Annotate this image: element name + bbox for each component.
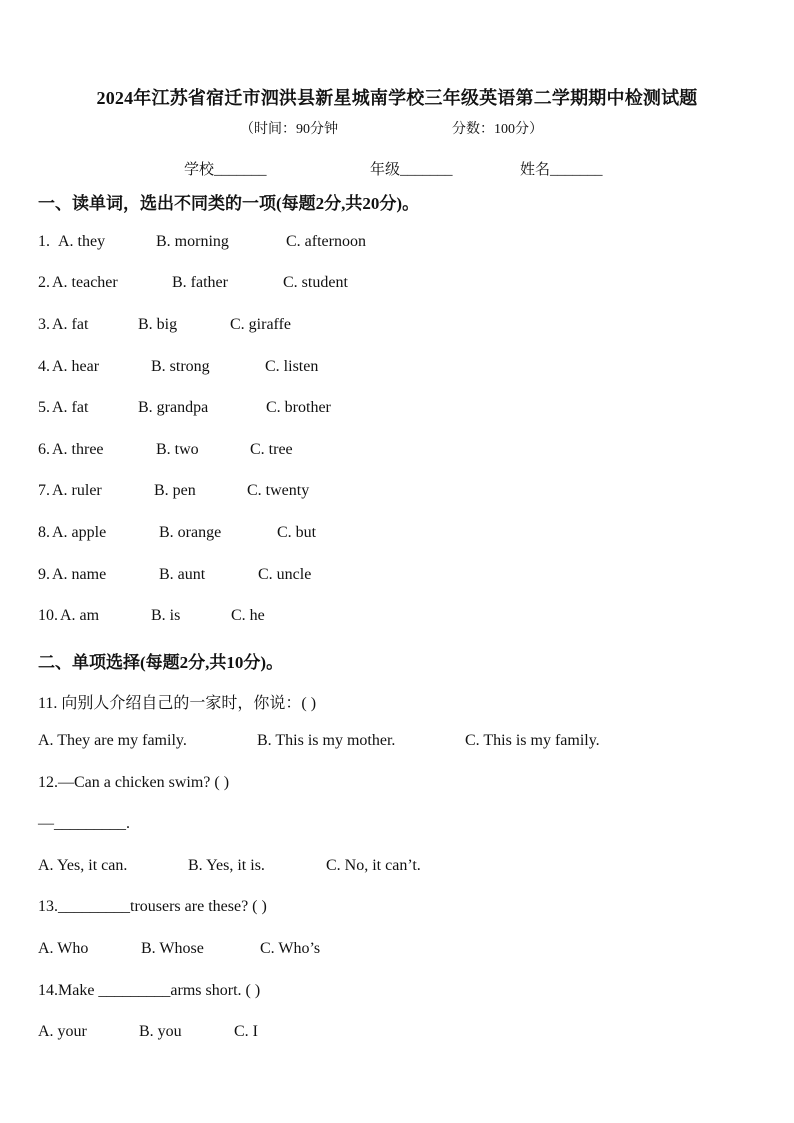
- question-number: 4.: [38, 358, 50, 375]
- question-number: 10.: [38, 607, 58, 624]
- option-a[interactable]: A. teacher: [52, 274, 118, 291]
- question-number: 5.: [38, 399, 50, 416]
- option-a[interactable]: A. They are my family.: [38, 732, 187, 749]
- option-c[interactable]: C. No, it can’t.: [326, 857, 421, 874]
- question-10: [38, 607, 265, 625]
- option-b[interactable]: B. aunt: [159, 566, 206, 583]
- option-c[interactable]: C. giraffe: [230, 316, 292, 333]
- option-a[interactable]: A. Who: [38, 940, 89, 957]
- option-b[interactable]: B. pen: [154, 482, 196, 499]
- option-b[interactable]: B. father: [172, 274, 228, 291]
- question-13: 13._________trousers are these? ( ): [38, 898, 267, 915]
- option-b[interactable]: B. Whose: [141, 940, 204, 957]
- option-a[interactable]: A. apple: [52, 524, 107, 541]
- option-c[interactable]: C. listen: [265, 358, 319, 375]
- option-b[interactable]: B. This is my mother.: [257, 732, 396, 749]
- option-b[interactable]: B. you: [139, 1023, 182, 1040]
- question-11: 11. 向别人介绍自己的一家时，你说：( ): [38, 695, 317, 712]
- question-number: 8.: [38, 524, 50, 541]
- question-number: 2.: [38, 274, 50, 291]
- option-a[interactable]: A. fat: [52, 316, 89, 333]
- option-a[interactable]: A. name: [52, 566, 107, 583]
- question-2: [38, 274, 348, 292]
- option-b[interactable]: B. orange: [159, 524, 222, 541]
- option-c[interactable]: C. brother: [266, 399, 331, 416]
- question-12-answer-blank[interactable]: —_________.: [38, 815, 130, 832]
- name-field[interactable]: 姓名_______: [520, 162, 603, 178]
- school-field[interactable]: 学校_______: [184, 162, 267, 178]
- question-number: 3.: [38, 316, 50, 333]
- option-a[interactable]: A. hear: [52, 358, 100, 375]
- question-5: [38, 399, 331, 417]
- question-14: 14.Make _________arms short. ( ): [38, 982, 261, 999]
- exam-time: （时间：90分钟: [240, 122, 338, 137]
- option-b[interactable]: B. two: [156, 441, 199, 458]
- option-a[interactable]: A. Yes, it can.: [38, 857, 128, 874]
- option-a[interactable]: A. your: [38, 1023, 87, 1040]
- option-b[interactable]: B. big: [138, 316, 178, 333]
- question-6: [38, 441, 293, 459]
- option-c[interactable]: C. uncle: [258, 566, 312, 583]
- option-c[interactable]: C. tree: [250, 441, 293, 458]
- option-c[interactable]: C. twenty: [247, 482, 310, 499]
- option-c[interactable]: C. Who’s: [260, 940, 321, 957]
- option-a[interactable]: A. ruler: [52, 482, 102, 499]
- option-b[interactable]: B. Yes, it is.: [188, 857, 265, 874]
- page-title: 2024年江苏省宿迁市泗洪县新星城南学校三年级英语第二学期期中检测试题: [96, 88, 698, 108]
- exam-score: 分数：100分）: [452, 122, 543, 137]
- option-b[interactable]: B. morning: [156, 233, 229, 250]
- option-c[interactable]: C. afternoon: [286, 233, 366, 250]
- option-b[interactable]: B. grandpa: [138, 399, 209, 416]
- option-c[interactable]: C. I: [234, 1023, 258, 1040]
- question-12: 12.—Can a chicken swim? ( ): [38, 774, 230, 791]
- grade-field[interactable]: 年级_______: [370, 162, 453, 178]
- option-c[interactable]: C. but: [277, 524, 317, 541]
- question-number: 7.: [38, 482, 50, 499]
- option-a[interactable]: A. am: [60, 607, 100, 624]
- question-8: [38, 524, 317, 542]
- question-number: 1.: [38, 233, 50, 250]
- section-1-heading: 一、读单词，选出不同类的一项(每题2分,共20分)。: [38, 194, 420, 213]
- question-1: [38, 233, 366, 251]
- question-4: [38, 358, 319, 376]
- question-7: [38, 482, 310, 500]
- section-2-heading: 二、单项选择(每题2分,共10分)。: [38, 653, 284, 672]
- option-a[interactable]: A. fat: [52, 399, 89, 416]
- option-c[interactable]: C. This is my family.: [465, 732, 600, 749]
- option-a[interactable]: A. three: [52, 441, 104, 458]
- option-a[interactable]: A. they: [58, 233, 106, 250]
- question-3: [38, 316, 292, 334]
- option-c[interactable]: C. student: [283, 274, 348, 291]
- question-number: 9.: [38, 566, 50, 583]
- question-9: [38, 566, 312, 584]
- option-b[interactable]: B. strong: [151, 358, 210, 375]
- option-c[interactable]: C. he: [231, 607, 265, 624]
- question-number: 6.: [38, 441, 50, 458]
- option-b[interactable]: B. is: [151, 607, 181, 624]
